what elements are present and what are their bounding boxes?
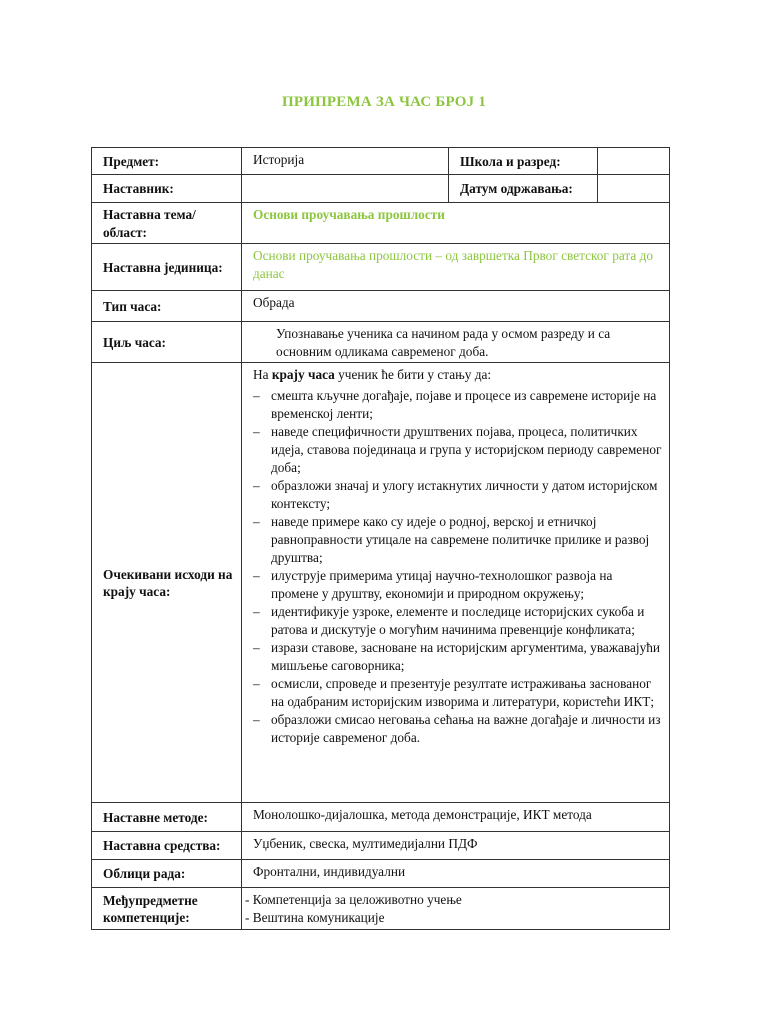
- means-label: Наставна средства:: [92, 832, 242, 860]
- outcomes-intro-bold: крају часа: [271, 367, 335, 382]
- row-methods: [92, 803, 670, 832]
- row-goal: [92, 322, 670, 363]
- date-label: Датум одржавања:: [449, 175, 598, 203]
- subject-label: Предмет:: [92, 148, 242, 175]
- type-value: Обрада: [242, 291, 670, 322]
- unit-value: Основи проучавања прошлости – од завршетка Првог светског рата до данас: [242, 244, 670, 291]
- subject-value: Историја: [242, 148, 449, 175]
- date-value: [598, 175, 670, 203]
- competences-label: Међупредметне компетенције:: [92, 888, 242, 930]
- row-subject: [92, 148, 670, 175]
- page-title: ПРИПРЕМА ЗА ЧАС БРОЈ 1: [281, 94, 487, 110]
- topic-value: Основи проучавања прошлости: [242, 203, 670, 244]
- type-label: Тип часа:: [92, 291, 242, 322]
- lesson-plan-table: [91, 147, 670, 930]
- list-item: – идентификује узроке, елементе и последице историјских сукоба и ратова и дискутује о могућим начинима превенције конфликата;: [253, 603, 663, 639]
- outcomes-intro: [253, 366, 663, 384]
- list-item: - Вештина комуникације: [245, 910, 385, 925]
- outcomes-intro-post: ученик ће бити у стању да:: [334, 367, 492, 382]
- competences-cell: [242, 888, 670, 930]
- topic-label: Наставна тема/област:: [92, 203, 242, 244]
- outcomes-label: Очекивани исходи на крају часа:: [92, 363, 242, 803]
- row-means: [92, 832, 670, 860]
- list-item: - Компетенција за целоживотно учење: [245, 892, 462, 907]
- row-outcomes: [92, 363, 670, 803]
- outcomes-cell: [242, 363, 670, 803]
- means-value: Уџбеник, свеска, мултимедијални ПДФ: [242, 832, 670, 860]
- outcomes-intro-pre: На: [253, 367, 272, 382]
- row-unit: [92, 244, 670, 291]
- list-item: – образложи значај и улогу истакнутих личности у датом историјском контексту;: [253, 477, 663, 513]
- forms-value: Фронтални, индивидуални: [242, 860, 670, 888]
- list-item: – изрази ставове, засноване на историјским аргументима, уважавајући мишљење саговорника;: [253, 639, 663, 675]
- school-label: Школа и разред:: [449, 148, 598, 175]
- teacher-label: Наставник:: [92, 175, 242, 203]
- row-forms: [92, 860, 670, 888]
- list-item: – илуструје примерима утицај научно-технолошког развоја на промене у друштву, економији и природном окружењу;: [253, 567, 663, 603]
- goal-value: Упознавање ученика са начином рада у осмом разреду и са основним одликама савременог доба.: [242, 322, 670, 363]
- school-value: [598, 148, 670, 175]
- list-item: – наведе специфичности друштвених појава, процеса, политичких идеја, ставова појединаца и група у историјском периоду савременог доба;: [253, 423, 663, 477]
- unit-label: Наставна јединица:: [92, 244, 242, 291]
- row-type: [92, 291, 670, 322]
- outcomes-list: [253, 387, 663, 747]
- row-teacher: [92, 175, 670, 203]
- list-item: – смешта кључне догађаје, појаве и процесе из савремене историје на временској ленти;: [253, 387, 663, 423]
- methods-value: Монолошко-дијалошка, метода демонстрације, ИКТ метода: [242, 803, 670, 832]
- list-item: – осмисли, спроведе и презентује резултате истраживања заснованог на одабраним историјским изворима и литератури, користећи ИКТ;: [253, 675, 663, 711]
- list-item: – наведе примере како су идеје о родној, верској и етничкој равноправности утицале на савремене политичке прилике и развој друштва;: [253, 513, 663, 567]
- row-competences: [92, 888, 670, 930]
- row-topic: [92, 203, 670, 244]
- list-item: – образложи смисао неговања сећања на важне догађаје и личности из историје савременог доба.: [253, 711, 663, 747]
- teacher-value: [242, 175, 449, 203]
- forms-label: Облици рада:: [92, 860, 242, 888]
- methods-label: Наставне методе:: [92, 803, 242, 832]
- goal-label: Циљ часа:: [92, 322, 242, 363]
